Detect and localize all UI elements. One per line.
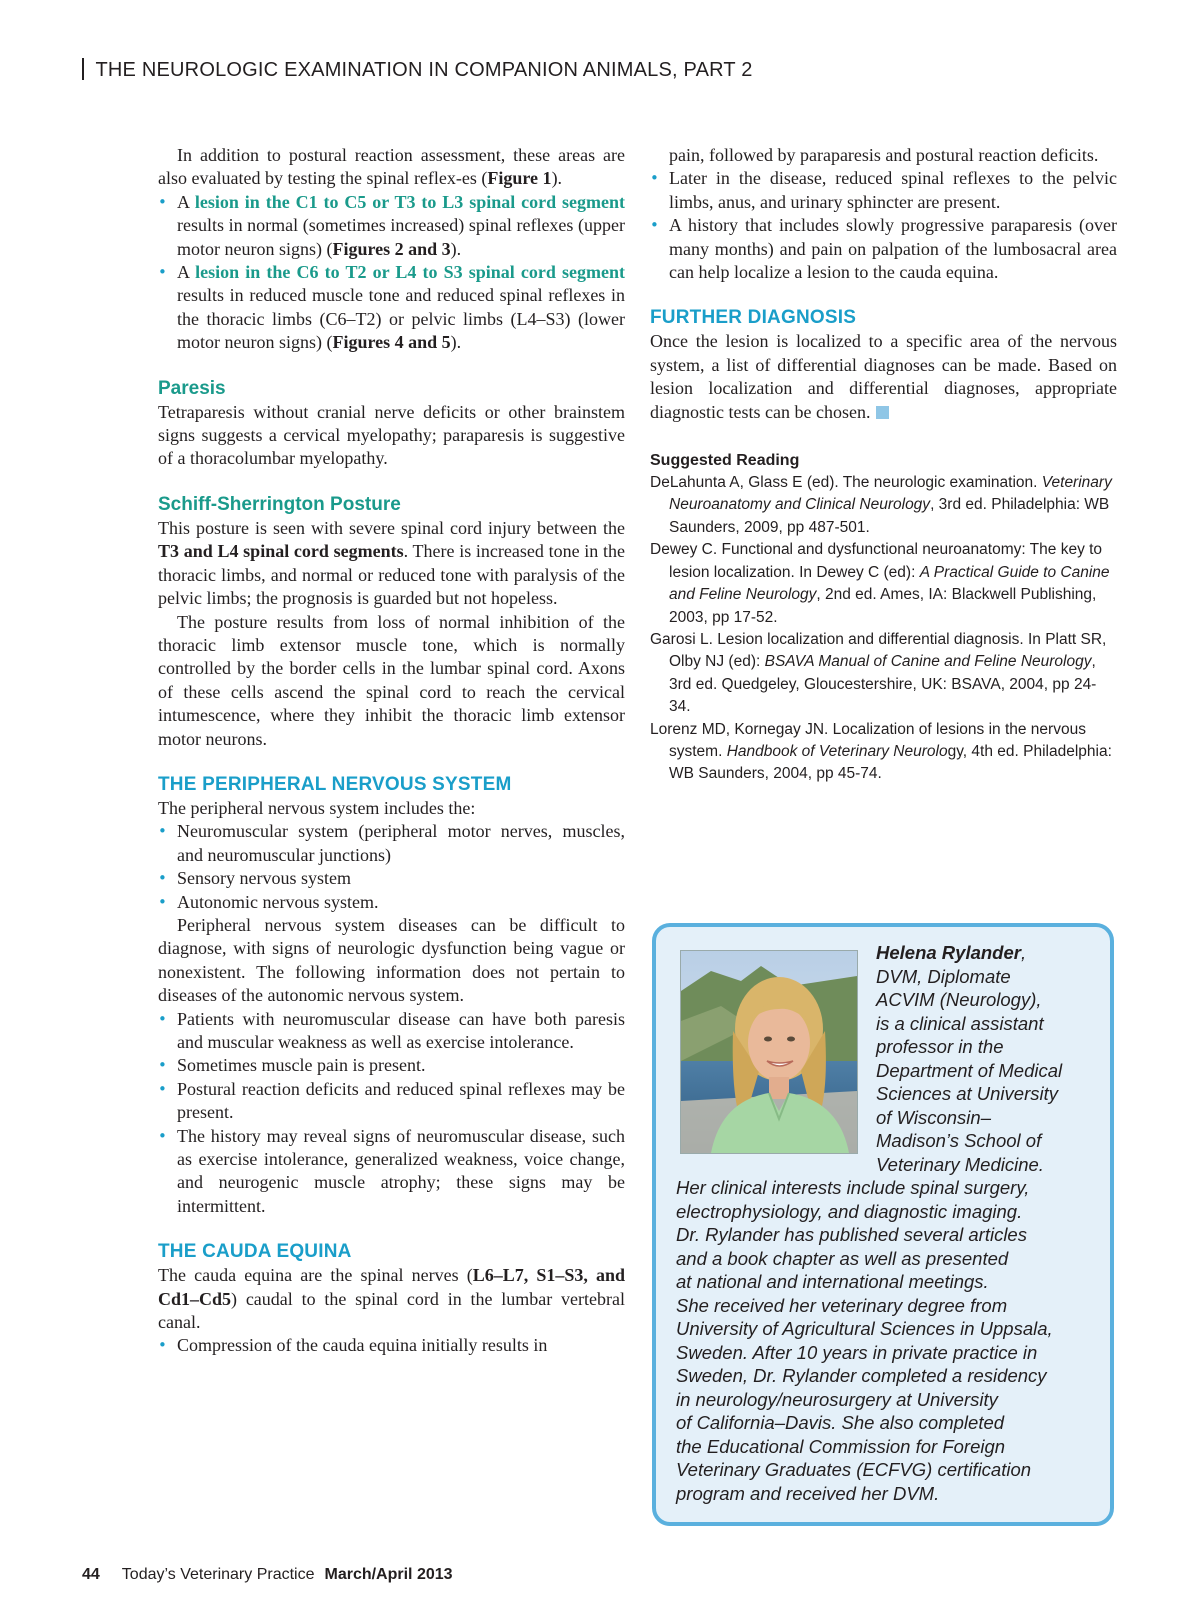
page-number: 44 <box>82 1566 100 1583</box>
bio-line: of Wisconsin– <box>876 1106 991 1128</box>
list-item: • Sensory nervous system <box>158 867 625 890</box>
pns-intro: The peripheral nervous system includes the: <box>158 797 476 818</box>
bio-line: Department of Medical <box>876 1059 1063 1081</box>
list-item: • Neuromuscular system (peripheral motor nerves, muscles, and neuromuscular junctions) <box>158 820 625 867</box>
bio-line: program and received her DVM. <box>676 1482 940 1504</box>
running-title: THE NEUROLOGIC EXAMINATION IN COMPANION ANIMALS, PART 2 <box>95 59 753 81</box>
bio-line: at national and international meetings. <box>676 1271 989 1292</box>
bio-line: electrophysiology, and diagnostic imaging. <box>676 1200 1023 1222</box>
schiff-paragraph-1: This posture is seen with severe spinal cord injury between the T3 and L4 spinal cord segments. There is increased tone in the thoracic limbs, and normal or reduced tone with paralysis of the pelvic limbs; the prognosis is guarded but not hopeless. <box>158 517 625 609</box>
issue-date: March/April 2013 <box>324 1566 453 1583</box>
list-item: • A lesion in the C6 to T2 or L4 to S3 spinal cord segment results in reduced muscle tone and reduced spinal reflexes in the thoracic limbs (C6–T2) or pelvic limbs (L4–S3) (lower motor neuron signs) (Figures 4 and 5). <box>158 261 625 355</box>
bio-line: Sciences at University <box>876 1083 1058 1104</box>
bio-line: DVM, Diplomate <box>876 965 1011 987</box>
suggested-reading-title: Suggested Reading <box>650 452 800 470</box>
bio-line: Veterinary Graduates (ECFVG) certification <box>676 1459 1032 1480</box>
bio-line: in neurology/neurosurgery at University <box>676 1388 998 1410</box>
list-item: • Autonomic nervous system. <box>158 891 625 914</box>
reference-item: DeLahunta A, Glass E (ed). The neurologic examination. Veterinary Neuroanatomy and Clinical Neurology, 3rd ed. Philadelphia: WB Saunders, 2009, pp 487-501. <box>650 474 1112 536</box>
bio-line: Sweden. After 10 years in private practice in <box>676 1341 1038 1363</box>
cauda-paragraph: The cauda equina are the spinal nerves (L6–L7, S1–S3, and Cd1–Cd5) caudal to the spinal cord in the lumbar vertebral canal. <box>158 1265 625 1333</box>
bio-top-text: Helena Rylander, DVM, Diplomate ACVIM (Neurology), is a clinical assistant professor in the Department of Medical Sciences at University of Wisconsin– Madison’s School of Veterinary Medicine. <box>876 941 1106 1176</box>
continued-item: pain, followed by paraparesis and postural reaction deficits. <box>669 145 1099 165</box>
schiff-paragraph-2: The posture results from loss of normal inhibition of the thoracic limb extensor muscle tone, which is normally controlled by the border cells in the lumbar spinal cord. Axons of these cells ascend the spinal cord to reach the cervical intumescence, where they inhibit the thoracic limb extensor motor neurons. <box>158 611 625 749</box>
bio-line: and a book chapter as well as presented <box>676 1247 1009 1269</box>
cauda-heading: THE CAUDA EQUINA <box>158 1241 352 1263</box>
bio-line: University of Agricultural Sciences in Uppsala, <box>676 1318 1053 1339</box>
bio-line: She received her veterinary degree from <box>676 1294 1008 1316</box>
right-column <box>650 144 1117 786</box>
list-item: • Later in the disease, reduced spinal reflexes to the pelvic limbs, anus, and urinary sphincter are present. <box>650 167 1117 214</box>
author-portrait-illustration <box>681 951 857 1153</box>
further-diagnosis-paragraph: Once the lesion is localized to a specific area of the nervous system, a list of differential diagnoses can be made. Based on lesion localization and differential diagnoses, appropriate diagnostic tests can be chosen. <box>650 331 1117 422</box>
bio-line: is a clinical assistant <box>876 1012 1044 1034</box>
list-item: • Sometimes muscle pain is present. <box>158 1054 625 1077</box>
author-name: Helena Rylander <box>876 942 1021 963</box>
list-item: • Postural reaction deficits and reduced spinal reflexes may be present. <box>158 1078 625 1125</box>
bio-line: ACVIM (Neurology), <box>876 989 1042 1010</box>
list-item: • A lesion in the C1 to C5 or T3 to L3 spinal cord segment results in normal (sometimes increased) spinal reflexes (upper motor neuron signs) (Figures 2 and 3). <box>158 191 625 261</box>
bio-line: professor in the <box>876 1036 1004 1057</box>
paresis-heading: Paresis <box>158 377 226 399</box>
reference-item: Lorenz MD, Kornegay JN. Localization of lesions in the nervous system. Handbook of Veterinary Neurology, 4th ed. Philadelphia: WB Saunders, 2004, pp 45-74. <box>650 720 1112 783</box>
end-mark-icon <box>876 406 889 419</box>
list-item: • Patients with neuromuscular disease can have both paresis and muscular weakness as well as exercise intolerance. <box>158 1008 625 1055</box>
header-rule <box>82 58 84 80</box>
bio-line: the Educational Commission for Foreign <box>676 1435 1006 1457</box>
schiff-heading: Schiff-Sherrington Posture <box>158 493 401 515</box>
intro-paragraph: In addition to postural reaction assessment, these areas are also evaluated by testing the spinal reflex-es (Figure 1). <box>158 145 625 189</box>
bio-line: Dr. Rylander has published several articles <box>676 1224 1027 1245</box>
running-header <box>82 58 753 82</box>
bio-line: Sweden, Dr. Rylander completed a residency <box>676 1365 1047 1386</box>
further-diagnosis-heading: FURTHER DIAGNOSIS <box>650 307 857 329</box>
page-footer <box>82 1566 453 1584</box>
list-item: • The history may reveal signs of neuromuscular disease, such as exercise intolerance, generalized weakness, voice change, and neurogenic muscle atrophy; these signs may be intermittent. <box>158 1125 625 1219</box>
pns-heading: THE PERIPHERAL NERVOUS SYSTEM <box>158 773 512 795</box>
bio-bottom-text <box>676 1176 1106 1505</box>
reference-item: Dewey C. Functional and dysfunctional neuroanatomy: The key to lesion localization. In Dewey C (ed): A Practical Guide to Canine and Feline Neurology, 2nd ed. Ames, IA: Blackwell Publishing, 2003, pp 17-52. <box>650 541 1110 626</box>
pns-paragraph: Peripheral nervous system diseases can be difficult to diagnose, with signs of neurologic dysfunction being vague or nonexistent. The following information does not pertain to diseases of the autonomic nervous system. <box>158 914 625 1006</box>
bio-line: Veterinary Medicine. <box>876 1153 1044 1175</box>
list-item: • Compression of the cauda equina initially results in <box>158 1334 625 1357</box>
left-column <box>158 144 625 1358</box>
reference-item: Garosi L. Lesion localization and differential diagnosis. In Platt SR, Olby NJ (ed): BSAVA Manual of Canine and Feline Neurology, 3rd ed. Quedgeley, Gloucestershire, UK: BSAVA, 2004, pp 24-34. <box>650 630 1107 716</box>
paresis-paragraph: Tetraparesis without cranial nerve deficits or other brainstem signs suggests a cervical myelopathy; paraparesis is suggestive of a thoracolumbar myelopathy. <box>158 401 625 469</box>
list-item: • A history that includes slowly progressive paraparesis (over many months) and pain on palpation of the lumbosacral area can help localize a lesion to the cauda equina. <box>650 214 1117 284</box>
bio-line: of California–Davis. She also completed <box>676 1412 1005 1433</box>
author-photo <box>680 950 858 1154</box>
bio-line: Madison’s School of <box>876 1130 1042 1151</box>
bio-line: Her clinical interests include spinal surgery, <box>676 1177 1030 1198</box>
journal-name: Today’s Veterinary Practice <box>121 1566 315 1583</box>
